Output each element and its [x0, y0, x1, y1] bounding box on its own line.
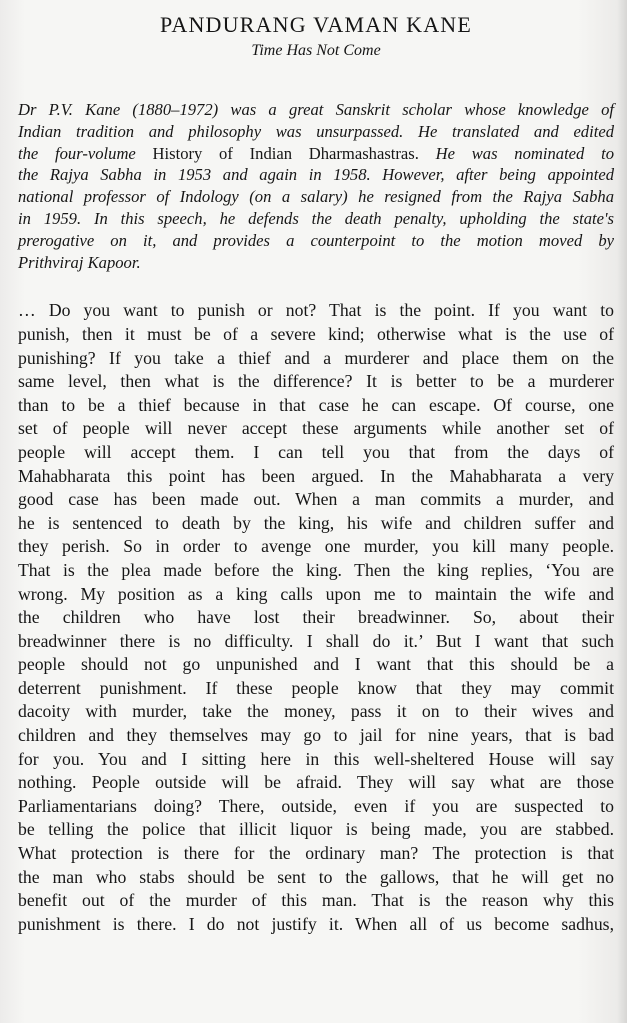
speech-title: Time Has Not Come	[251, 42, 381, 59]
speech-line: That is the plea made before the king. Then the king replies, ‘You are	[18, 559, 614, 580]
speech-line: they perish. So in order to avenge one murder, you kill many people.	[18, 536, 614, 557]
intro-line: national professor of Indology (on a salary) he resigned from the Rajya Sabha	[18, 187, 614, 207]
speech-line: he is sentenced to death by the king, his wife and children suffer and	[18, 512, 614, 533]
speech-line: punishing? If you take a thief and a murderer and place them on the	[18, 347, 614, 368]
speech-line: benefit out of the murder of this man. That is the reason why this	[18, 890, 614, 911]
speech-line: breadwinner there is no difficulty. I shall do it.’ But I want that such	[18, 630, 614, 651]
intro-line: in 1959. In this speech, he defends the death penalty, upholding the state's	[18, 208, 614, 228]
speech-line: than to be a thief because in that case he can escape. Of course, one	[18, 394, 614, 415]
speech-line: Parliamentarians doing? There, outside, even if you are suspected to	[18, 795, 614, 816]
speech-body	[18, 299, 614, 936]
speech-line: people will accept them. I can tell you that from the days of	[18, 441, 614, 462]
speech-line: punish, then it must be of a severe kind; otherwise what is the use of	[18, 323, 614, 344]
intro-line: Dr P.V. Kane (1880–1972) was a great Sanskrit scholar whose knowledge of	[18, 100, 614, 119]
speech-line: … Do you want to punish or not? That is the point. If you want to	[18, 300, 614, 321]
speech-line: for you. You and I sitting here in this well-sheltered House will say	[18, 748, 614, 769]
intro-line: the four-volume History of Indian Dharmashastras. He was nominated to	[18, 143, 614, 163]
page-edge-shadow	[617, 0, 627, 1023]
speech-line: dacoity with murder, take the money, pass it on to their wives and	[18, 701, 614, 722]
speech-line: nothing. People outside will be afraid. They will say what are those	[18, 772, 614, 793]
speech-line: people should not go unpunished and I want that this should be a	[18, 654, 614, 675]
speech-line: same level, then what is the difference? It is better to be a murderer	[18, 371, 614, 392]
intro-line: Indian tradition and philosophy was unsurpassed. He translated and edited	[18, 121, 614, 141]
intro-line: Prithviraj Kapoor.	[18, 252, 141, 272]
speech-line: the children who have lost their breadwinner. So, about their	[18, 607, 614, 628]
page-content	[18, 0, 614, 936]
intro-line: the Rajya Sabha in 1953 and again in 1958. However, after being appointed	[18, 165, 614, 185]
speech-line: Mahabharata this point has been argued. In the Mahabharata a very	[18, 465, 614, 486]
speech-line: wrong. My position as a king calls upon me to maintain the wife and	[18, 583, 614, 604]
speech-line: punishment is there. I do not justify it. When all of us become sadhus,	[18, 913, 614, 934]
speech-line: children and they themselves may go to jail for nine years, that is bad	[18, 725, 614, 746]
book-title: History of Indian Dharmashastras.	[152, 143, 419, 163]
speech-line: deterrent punishment. If these people know that they may commit	[18, 677, 614, 698]
speech-line: What protection is there for the ordinary man? The protection is that	[18, 843, 614, 864]
speech-line: be telling the police that illicit liquor is being made, you are stabbed.	[18, 819, 614, 840]
speech-line: the man who stabs should be sent to the gallows, that he will get no	[18, 866, 614, 887]
author-heading: PANDURANG VAMAN KANE	[159, 12, 473, 37]
intro-paragraph	[18, 99, 614, 273]
speech-line: good case has been made out. When a man commits a murder, and	[18, 489, 614, 510]
speech-line: set of people will never accept these arguments while another set of	[18, 418, 614, 439]
intro-line: prerogative on it, and provides a counterpoint to the motion moved by	[18, 230, 614, 250]
